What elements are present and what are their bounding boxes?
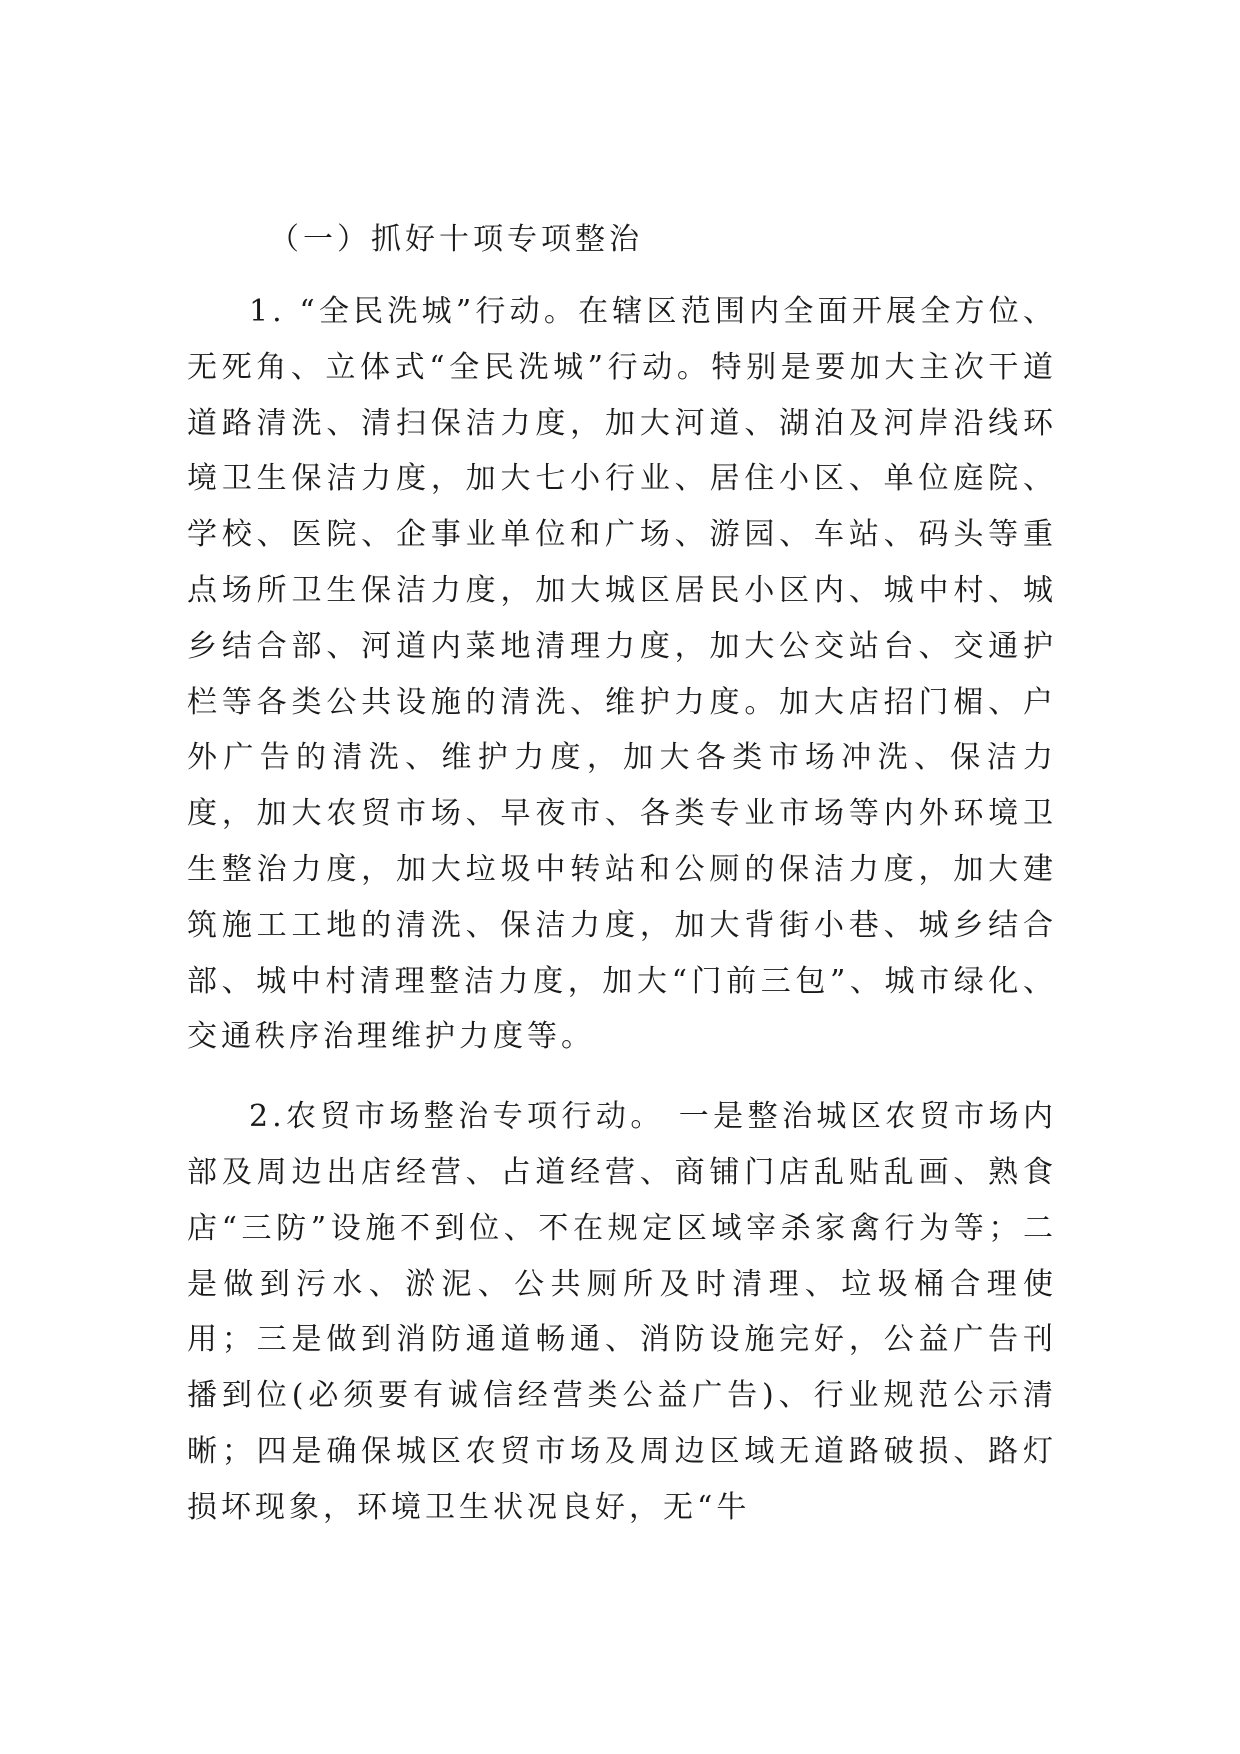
document-body xyxy=(187,212,1057,1536)
paragraph-quanmin-xicheng: 1. “全民洗城”行动。在辖区范围内全面开展全方位、无死角、立体式“全民洗城”行动。特别是要加大主次干道道路清洗、清扫保洁力度，加大河道、湖泊及河岸沿线环境卫生保洁力度，加大七小行业、居住小区、单位庭院、学校、医院、企事业单位和广场、游园、车站、码头等重点场所卫生保洁力度，加大城区居民小区内、城中村、城乡结合部、河道内菜地清理力度，加大公交站台、交通护栏等各类公共设施的清洗、维护力度。加大店招门楣、户外广告的清洗、维护力度，加大各类市场冲洗、保洁力度，加大农贸市场、早夜市、各类专业市场等内外环境卫生整治力度，加大垃圾中转站和公厕的保洁力度，加大建筑施工工地的清洗、保洁力度，加大背街小巷、城乡结合部、城中村清理整洁力度，加大“门前三包”、城市绿化、交通秩序治理维护力度等。 xyxy=(187,294,1057,1055)
section-heading: （一）抓好十项专项整治 xyxy=(269,222,643,257)
paragraph-nongmao-shichang: 2.农贸市场整治专项行动。 一是整治城区农贸市场内部及周边出店经营、占道经营、商铺门店乱贴乱画、熟食店“三防”设施不到位、不在规定区域宰杀家禽行为等；二是做到污水、淤泥、公共厕所及时清理、垃圾桶合理使用；三是做到消防通道畅通、消防设施完好，公益广告刊播到位(必须要有诚信经营类公益广告)、行业规范公示清晰；四是确保城区农贸市场及周边区域无道路破损、路灯损坏现象，环境卫生状况良好，无“牛 xyxy=(187,1099,1057,1525)
